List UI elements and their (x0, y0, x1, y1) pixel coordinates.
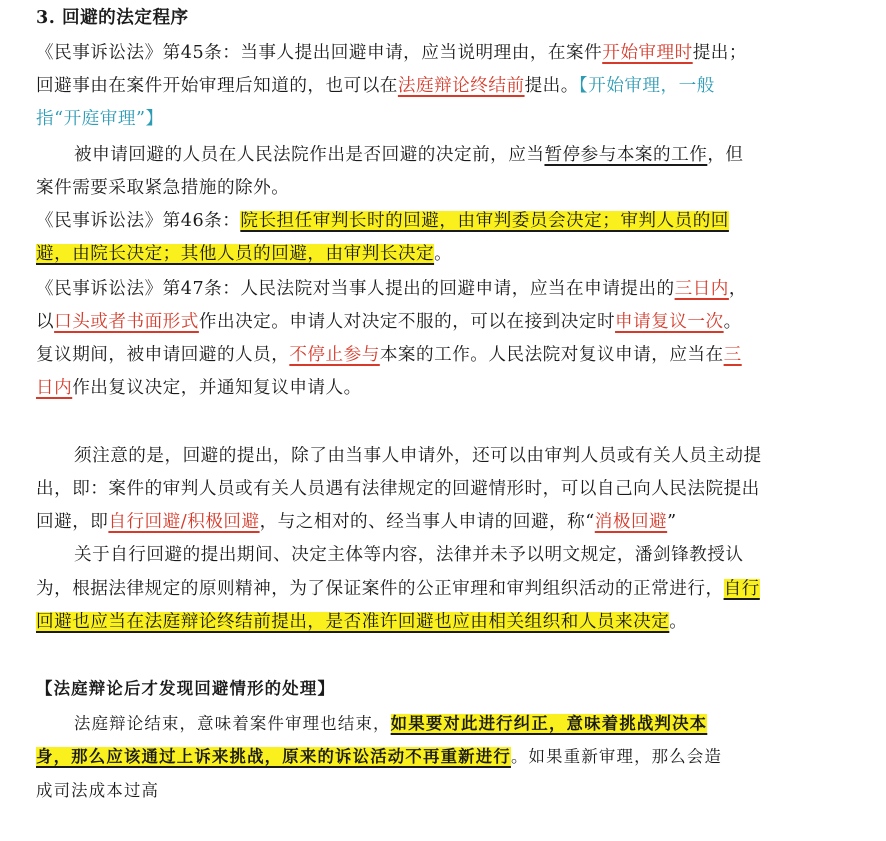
note-highlight: 自行 (723, 579, 760, 599)
emphasis-start-trial: 开始审理时 (602, 43, 693, 63)
art47-line-3: 复议期间，被申请回避的人员，不停止参与本案的工作。人民法院对复议申请，应当在三 (36, 345, 742, 365)
note-line-2: 出，即：案件的审判人员或有关人员遇有法律规定的回避情形时，可以自己向人民法院提出 (36, 479, 760, 499)
note-line-1: 须注意的是，回避的提出，除了由当事人申请外，还可以由审判人员或有关人员主动提 (74, 446, 762, 466)
art45-annotation-line-3: 指“开庭审理”】 (36, 109, 164, 129)
art45-para2-line-1: 被申请回避的人员在人民法院作出是否回避的决定前，应当暂停参与本案的工作，但 (74, 145, 744, 165)
late-line-2: 身，那么应该通过上诉来挑战，原来的诉讼活动不再重新进行。如果重新审理，那么会造 (36, 747, 723, 766)
art45-para2-line-2: 案件需要采取紧急措施的除外。 (36, 178, 290, 198)
art45-line-1: 《民事诉讼法》第45条：当事人提出回避申请，应当说明理由，在案件开始审理时提出； (36, 43, 747, 63)
emphasis-three-days: 三日内 (674, 279, 729, 299)
art46-highlight-cont: 避，由院长决定；其他人员的回避，由审判长决定 (36, 244, 435, 264)
late-section-title: 【法庭辩论后才发现回避情形的处理】 (36, 679, 336, 698)
emphasis-three-days-2a: 三 (723, 345, 742, 365)
art47-citation: 《民事诉讼法》第47条 (36, 279, 223, 299)
art46-citation: 《民事诉讼法》第46条 (36, 211, 223, 231)
art45-citation: 《民事诉讼法》第45条 (36, 43, 223, 63)
art47-line-2: 以口头或者书面形式作出决定。申请人对决定不服的，可以在接到决定时申请复议一次。 (36, 312, 742, 332)
note-highlight-cont: 回避也应当在法庭辩论终结前提出，是否准许回避也应由相关组织和人员来决定 (36, 612, 670, 632)
art47-line-1: 《民事诉讼法》第47条：人民法院对当事人提出的回避申请，应当在申请提出的三日内， (36, 279, 747, 299)
emphasis-self-recusal: 自行回避/积极回避 (108, 512, 260, 532)
emphasis-suspend-work: 暂停参与本案的工作 (544, 145, 708, 165)
note-line-6: 回避也应当在法庭辩论终结前提出，是否准许回避也应由相关组织和人员来决定。 (36, 612, 688, 632)
late-highlight: 如果要对此进行纠正，意味着挑战判决本 (390, 714, 708, 733)
emphasis-not-stop: 不停止参与 (289, 345, 380, 365)
emphasis-oral-or-written: 口头或者书面形式 (54, 312, 199, 332)
emphasis-before-debate-end: 法庭辩论终结前 (397, 76, 525, 96)
art47-line-4: 日内作出复议决定，并通知复议申请人。 (36, 378, 362, 398)
art46-line-2: 避，由院长决定；其他人员的回避，由审判长决定。 (36, 244, 453, 264)
late-highlight-cont: 身，那么应该通过上诉来挑战，原来的诉讼活动不再重新进行 (36, 747, 511, 766)
note-line-3: 回避，即自行回避/积极回避，与之相对的、经当事人申请的回避，称“消极回避” (36, 512, 677, 532)
late-line-1: 法庭辩论结束，意味着案件审理也结束，如果要对此进行纠正，意味着挑战判决本 (74, 714, 708, 733)
art45-line-2: 回避事由在案件开始审理后知道的，也可以在法庭辩论终结前提出。【开始审理，一般 (36, 76, 715, 96)
emphasis-apply-review-once: 申请复议一次 (615, 312, 724, 332)
emphasis-three-days-2b: 日内 (36, 378, 73, 398)
note-line-4: 关于自行回避的提出期间、决定主体等内容，法律并未予以明文规定，潘剑锋教授认 (74, 545, 744, 565)
late-line-3: 成司法成本过高 (36, 781, 160, 800)
emphasis-passive-recusal: 消极回避 (594, 512, 668, 532)
section-title: 3. 回避的法定程序 (36, 7, 189, 28)
annotation-note: 【开始审理，一般 (578, 76, 715, 96)
art46-line-1: 《民事诉讼法》第46条：院长担任审判长时的回避，由审判委员会决定；审判人员的回 (36, 211, 729, 231)
note-line-5: 为，根据法律规定的原则精神，为了保证案件的公正审理和审判组织活动的正常进行，自行 (36, 579, 760, 599)
art46-highlight: 院长担任审判长时的回避，由审判委员会决定；审判人员的回 (240, 211, 729, 231)
